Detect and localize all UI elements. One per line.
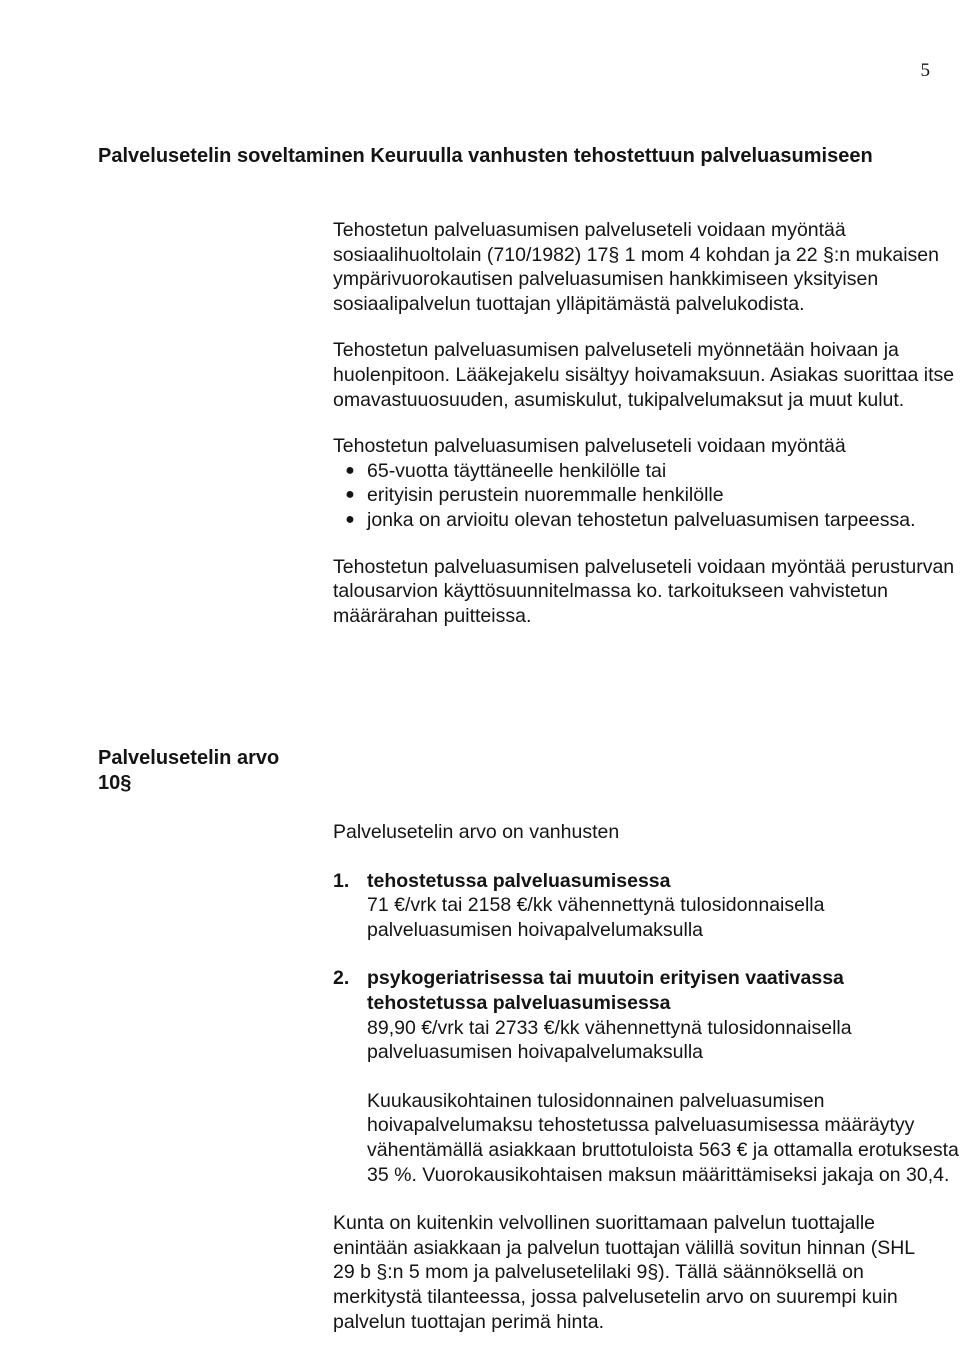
page-number: 5 (920, 60, 930, 81)
intro-paragraph-3: Tehostetun palveluasumisen palveluseteli voidaan myöntää (333, 435, 846, 458)
list-item-text: erityisin perustein nuoremmalle henkilölle (367, 484, 724, 507)
list-item-text: jonka on arvioitu olevan tehostetun palveluasumisen tarpeessa. (367, 508, 916, 531)
item-number: 2. (333, 967, 350, 990)
intro-paragraph-4: Tehostetun palveluasumisen palveluseteli voidaan myöntää perusturvan talousarvion käyttösuunnitelmassa ko. tarkoitukseen vahvistetun määrärahan puitteissa. (333, 555, 955, 627)
section-heading-paragraph: 10§ (98, 771, 132, 794)
intro-paragraph-2: Tehostetun palveluasumisen palveluseteli myönnetään hoivaan ja huolenpitoon. Lääkejakelu sisältyy hoivamaksuun. Asiakas suorittaa itse omavastuuosuuden, asumiskulut, tukipalvelumaksut ja muut kulut. (333, 339, 955, 411)
item-number: 1. (333, 869, 350, 892)
bullet-icon: ● (345, 461, 355, 479)
main-heading: Palvelusetelin soveltaminen Keuruulla vanhusten tehostettuun palveluasumiseen (98, 145, 873, 167)
value-item-2 (333, 966, 960, 1064)
item-text: 89,90 €/vrk tai 2733 €/kk vähennettynä tulosidonnaisella palveluasumisen hoivapalvelumaksulla (367, 1016, 852, 1064)
section-heading (98, 746, 279, 795)
list-item (333, 459, 960, 484)
item-title: psykogeriatrisessa tai muutoin erityisen vaativassa tehostetussa palveluasumisessa (367, 967, 844, 1014)
section-heading-title: Palvelusetelin arvo (98, 747, 280, 769)
list-item (333, 483, 960, 508)
bullet-icon: ● (345, 510, 355, 528)
eligibility-list (333, 459, 960, 533)
intro-section (333, 218, 960, 628)
intro-paragraph-1: Tehostetun palveluasumisen palveluseteli voidaan myöntää sosiaalihuoltolain (710/1982) 17§ 1 mom 4 kohdan ja 22 §:n mukaisen ympärivuorokautisen palveluasumisen hankkimiseen yksityisen sosiaalipalvelun tuottajan ylläpitämästä palvelukodista. (333, 219, 939, 315)
value-lead: Palvelusetelin arvo on vanhusten (333, 821, 620, 843)
municipality-paragraph: Kunta on kuitenkin velvollinen suorittamaan palvelun tuottajalle enintään asiakkaan ja palvelun tuottajan välillä sovitun hinnan (SHL 29 b §:n 5 mom ja palvelusetelilaki 9§). Tällä säännöksellä on merkitystä tilanteessa, jossa palvelusetelin arvo on suurempi kuin palvelun tuottajan perimä hinta. (333, 1212, 915, 1333)
list-item (333, 508, 960, 533)
monthly-fee-paragraph-wrap (333, 1089, 960, 1187)
value-section (333, 820, 960, 1334)
bullet-icon: ● (345, 486, 355, 504)
monthly-fee-paragraph: Kuukausikohtainen tulosidonnainen palveluasumisen hoivapalvelumaksu tehostetussa palveluasumisessa määräytyy vähentämällä asiakkaan bruttotuloista 563 € ja ottamalla erotuksesta 35 %. Vuorokausikohtaisen maksun määrittämiseksi jakaja on 30,4. (367, 1089, 959, 1186)
value-item-1 (333, 869, 960, 943)
list-item-text: 65-vuotta täyttäneelle henkilölle tai (367, 459, 667, 482)
item-text: 71 €/vrk tai 2158 €/kk vähennettynä tulosidonnaisella palveluasumisen hoivapalvelumaksulla (367, 894, 825, 941)
item-title: tehostetussa palveluasumisessa (367, 869, 671, 892)
